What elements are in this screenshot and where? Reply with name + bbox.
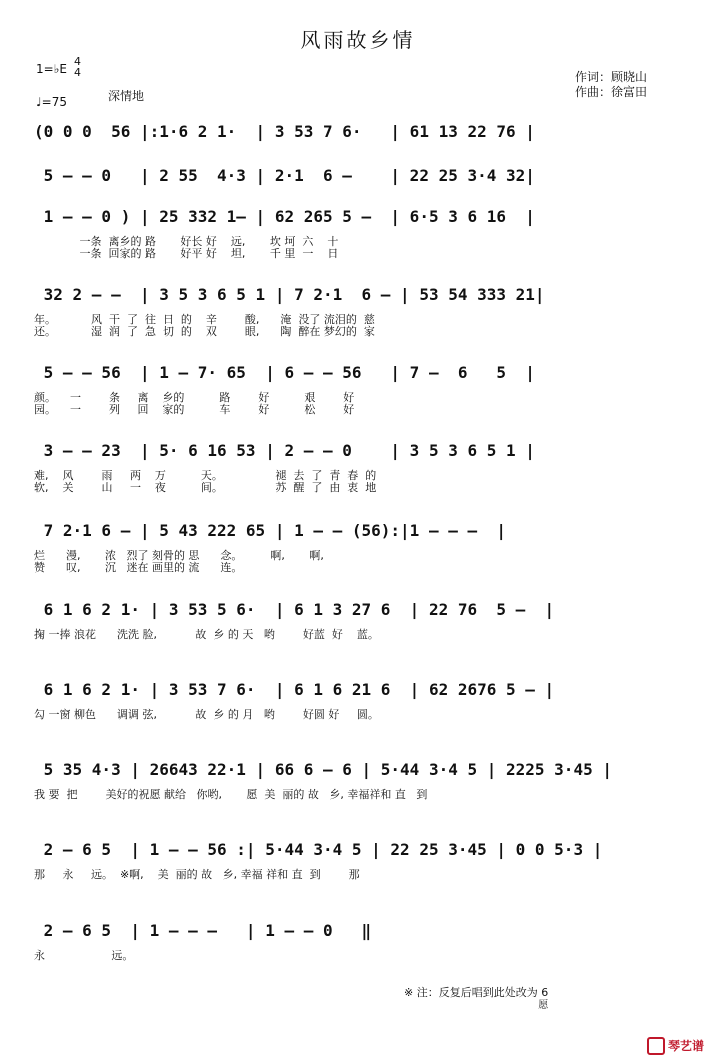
notation-row: 7 2·1 6 – | 5 43 222 65 | 1 – – (56):|1 – – – | — [34, 521, 507, 540]
notation-row: 32 2 – – | 3 5 3 6 5 1 | 7 2·1 6 – | 53 54 333 21| — [34, 285, 545, 304]
key-signature — [36, 55, 81, 79]
notation-row: 2 – 6 5 | 1 – – 56 :| 5·44 3·4 5 | 22 25 3·45 | 0 0 5·3 | — [34, 840, 603, 859]
notation-row: 2 – 6 5 | 1 – – – | 1 – – 0 ‖ — [34, 921, 372, 940]
logo-text: 琴艺谱 — [667, 1038, 704, 1053]
lyric-line: 软, 关 山 一 夜 间。 苏 醒 了 由 衷 地 — [34, 481, 377, 494]
lyric-line: 赞 叹, 沉 迷在 画里的 流 连。 — [34, 561, 243, 574]
time-signature — [74, 56, 81, 78]
composer-credit: 作曲：徐富田 — [575, 85, 648, 99]
lyricist-credit: 作词：顾晓山 — [575, 70, 648, 84]
notation-row: 5 – – 56 | 1 – 7· 65 | 6 – – 56 | 7 – 6 5 | — [34, 363, 535, 382]
logo-icon — [647, 1037, 665, 1055]
notation-row: 1 – – 0 ) | 25 332 1– | 62 265 5 – | 6·5 3 6 16 | — [34, 207, 535, 226]
lyric-line: 烂 漫, 浓 烈了 刻骨的 思 念。 啊, 啊, — [34, 549, 324, 562]
key-label: 1=♭E — [36, 62, 67, 76]
lyric-line: 颜。 一 条 离 乡的 路 好 艰 好 — [34, 391, 355, 404]
footer-note — [404, 984, 549, 1011]
notation-row: 6 1 6 2 1· | 3 53 7 6· | 6 1 6 21 6 | 62 2676 5 – | — [34, 680, 555, 699]
lyric-line: 永 远。 — [34, 949, 134, 962]
notation-row: 5 – – 0 | 2 55 4·3 | 2·1 6 – | 22 25 3·4 32| — [34, 166, 535, 185]
time-bottom: 4 — [74, 66, 81, 79]
notation-row: 5 35 4·3 | 26643 22·1 | 66 6 – 6 | 5·44 3·4 5 | 2225 3·45 | — [34, 760, 612, 779]
lyric-line: 掬 一捧 浪花 洗洗 脸, 故 乡 的 天 哟 好蓝 好 蓝。 — [34, 628, 379, 641]
lyric-line: 一条 离乡的 路 好长 好 远, 坎 坷 六 十 — [34, 235, 339, 248]
lyric-line: 勾 一窗 柳色 调调 弦, 故 乡 的 月 哟 好圆 好 圆。 — [34, 708, 379, 721]
notation-row: 6 1 6 2 1· | 3 53 5 6· | 6 1 3 27 6 | 22 76 5 – | — [34, 600, 555, 619]
lyric-line: 年。 风 干 了 往 日 的 辛 酸, 淹 没了 流泪的 慈 — [34, 313, 375, 326]
lyric-line: 难, 风 雨 两 万 天。 褪 去 了 青 春 的 — [34, 469, 377, 482]
lyric-line: 一条 回家的 路 好平 好 坦, 千 里 一 日 — [34, 247, 339, 260]
footer-note-sub: 愿 — [538, 1000, 549, 1011]
expression-marking: 深情地 — [108, 89, 145, 103]
lyric-line: 还。 湿 润 了 急 切 的 双 眼, 陶 醉在 梦幻的 家 — [34, 325, 375, 338]
notation-row: (0 0 0 56 |:1·6 2 1· | 3 53 7 6· | 61 13 22 76 | — [34, 122, 535, 141]
footer-note-text: ※ 注：反复后唱到此处改为 6 — [404, 986, 549, 999]
lyric-line: 那 永 远。 ※啊, 美 丽的 故 乡, 幸福 祥和 直 到 那 — [34, 868, 360, 881]
time-top: 4 — [74, 55, 81, 68]
lyric-line: 园。 一 列 回 家的 车 好 松 好 — [34, 403, 355, 416]
tempo-marking: ♩=75 — [36, 95, 67, 109]
notation-row: 3 – – 23 | 5· 6 16 53 | 2 – – 0 | 3 5 3 6 5 1 | — [34, 441, 535, 460]
lyric-line: 我 要 把 美好的祝愿 献给 你哟, 愿 美 丽的 故 乡, 幸福祥和 直 到 — [34, 788, 428, 801]
song-title: 风雨故乡情 — [300, 28, 416, 52]
site-logo — [647, 1037, 704, 1056]
